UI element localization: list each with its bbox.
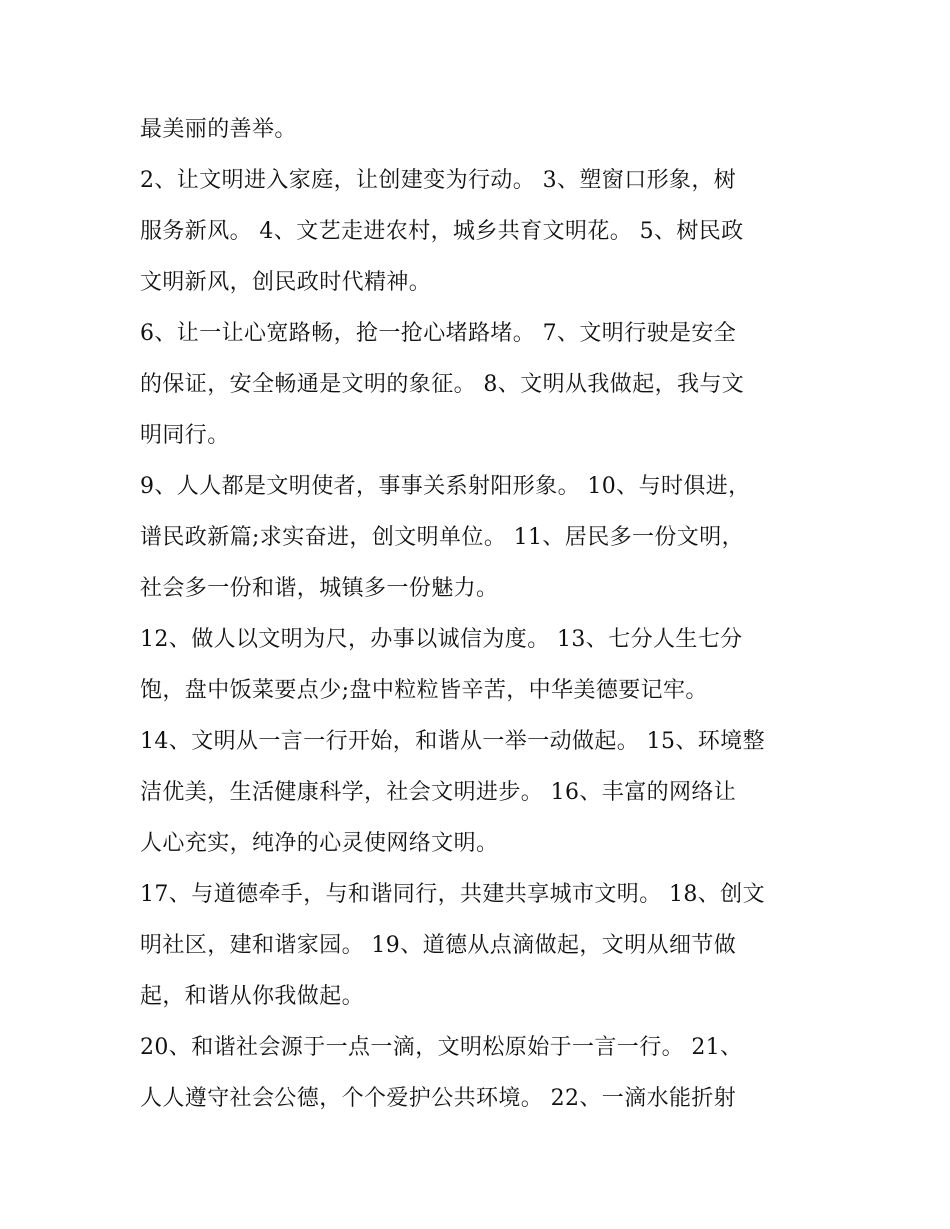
text-line-2: 2、让文明进入家庭，让创建变为行动。 3、塑窗口形象，树 bbox=[140, 168, 737, 193]
text-line-5: 6、让一让心宽路畅，抢一抢心堵路堵。 7、文明行驶是安全 bbox=[140, 321, 737, 346]
text-line-1: 最美丽的善举。 bbox=[140, 117, 297, 142]
text-line-12: 饱，盘中饭菜要点少;盘中粒粒皆辛苦，中华美德要记牢。 bbox=[140, 678, 708, 703]
text-line-8: 9、人人都是文明使者，事事关系射阳形象。 10、与时俱进， bbox=[140, 474, 751, 499]
text-line-10: 社会多一份和谐，城镇多一份魅力。 bbox=[140, 576, 499, 601]
text-line-19: 20、和谐社会源于一点一滴，文明松原始于一言一行。 21、 bbox=[140, 1035, 743, 1060]
text-line-7: 明同行。 bbox=[140, 423, 230, 448]
text-line-14: 洁优美，生活健康科学，社会文明进步。 16、丰富的网络让 bbox=[140, 780, 737, 805]
text-line-11: 12、做人以文明为尺，办事以诚信为度。 13、七分人生七分 bbox=[140, 627, 743, 652]
text-line-9: 谱民政新篇;求实奋进，创文明单位。 11、居民多一份文明， bbox=[140, 525, 745, 550]
document-body bbox=[140, 104, 820, 1124]
text-line-15: 人心充实，纯净的心灵使网络文明。 bbox=[140, 831, 499, 856]
text-line-20: 人人遵守社会公德，个个爱护公共环境。 22、一滴水能折射 bbox=[140, 1086, 737, 1111]
text-line-18: 起，和谐从你我做起。 bbox=[140, 984, 365, 1009]
text-line-3: 服务新风。 4、文艺走进农村，城乡共育文明花。 5、树民政 bbox=[140, 219, 744, 244]
text-line-16: 17、与道德牵手，与和谐同行，共建共享城市文明。 18、创文 bbox=[140, 882, 765, 907]
text-line-6: 的保证，安全畅通是文明的象征。 8、文明从我做起，我与文 bbox=[140, 372, 745, 397]
text-line-4: 文明新风，创民政时代精神。 bbox=[140, 270, 432, 295]
text-line-13: 14、文明从一言一行开始，和谐从一举一动做起。 15、环境整 bbox=[140, 729, 765, 754]
text-line-17: 明社区，建和谐家园。 19、道德从点滴做起，文明从细节做 bbox=[140, 933, 737, 958]
